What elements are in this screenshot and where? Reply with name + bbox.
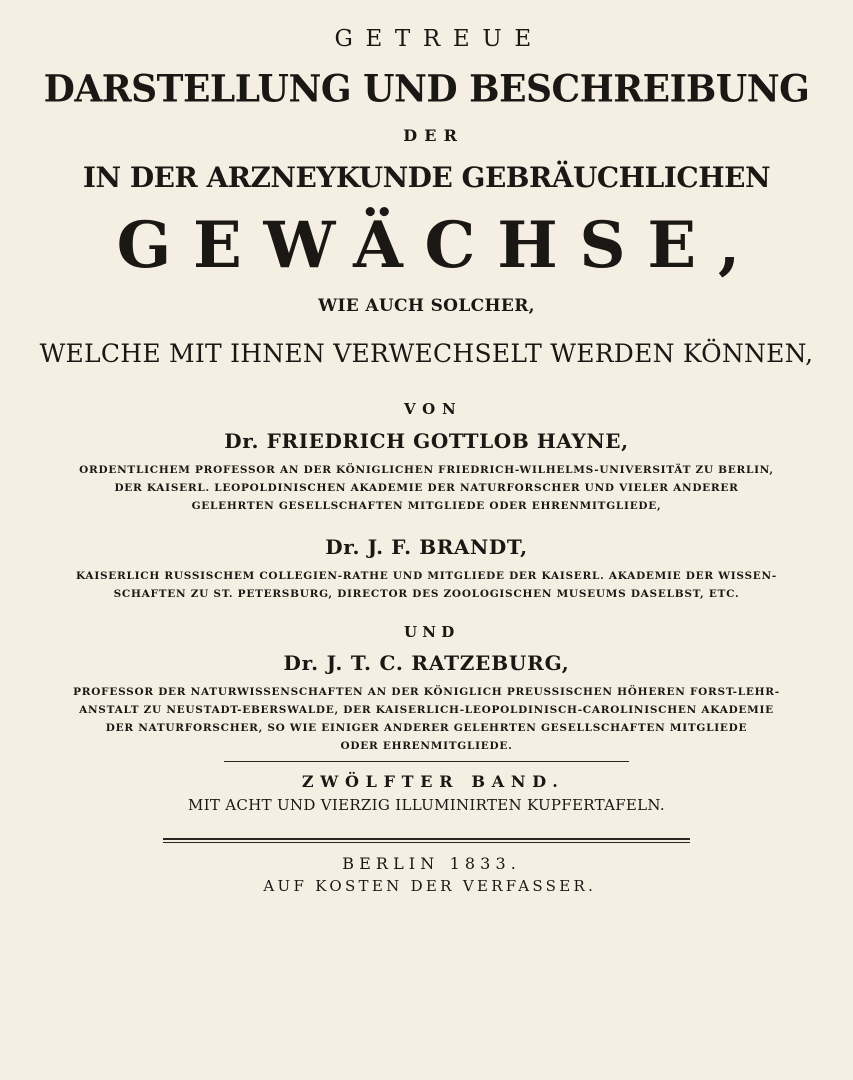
title-line-von: VON [404, 400, 463, 418]
title-line-wie-auch: WIE AUCH SOLCHER, [318, 296, 535, 316]
author-name-brandt: Dr. J. F. BRANDT, [325, 535, 528, 559]
author-title-line: PROFESSOR DER NATURWISSENSCHAFTEN AN DER KÖNIGLICH PREUSSISCHEN HÖHEREN FORST-LEHR- [73, 686, 780, 698]
imprint-place-year: BERLIN 1833. [342, 854, 521, 873]
author-name-ratzeburg: Dr. J. T. C. RATZEBURG, [283, 651, 570, 675]
title-line-der: DER [403, 126, 465, 145]
title-line-gewaechse: GEWÄCHSE, [116, 208, 762, 283]
author-name-hayne: Dr. FRIEDRICH GOTTLOB HAYNE, [224, 429, 629, 453]
author-title-line: KAISERLICH RUSSISCHEM COLLEGIEN-RATHE UND MITGLIEDE DER KAISERL. AKADEMIE DER WISSEN- [76, 570, 777, 582]
title-line-welche: WELCHE MIT IHNEN VERWECHSELT WERDEN KÖNNEN, [39, 339, 814, 368]
author-title-line: ANSTALT ZU NEUSTADT-EBERSWALDE, DER KAISERLICH-LEOPOLDINISCH-CAROLINISCHEN AKADEMIE [79, 704, 774, 716]
title-line-arzneykunde: IN DER ARZNEYKUNDE GEBRÄUCHLICHEN [82, 161, 771, 194]
author-title-line: DER NATURFORSCHER, SO WIE EINIGER ANDERER GELEHRTEN GESELLSCHAFTEN MITGLIEDE [105, 722, 748, 734]
divider-rule-thick [163, 838, 690, 840]
connector-und: UND [403, 623, 460, 641]
volume-plates: MIT ACHT UND VIERZIG ILLUMINIRTEN KUPFERTAFELN. [188, 796, 665, 814]
author-title-line: SCHAFTEN ZU ST. PETERSBURG, DIRECTOR DES ZOOLOGISCHEN MUSEUMS DASELBST, ETC. [113, 588, 740, 600]
author-title-line: DER KAISERL. LEOPOLDINISCHEN AKADEMIE DER NATURFORSCHER UND VIELER ANDERER [114, 482, 739, 494]
title-line-getreue: GETREUE [334, 26, 544, 52]
volume-number: ZWÖLFTER BAND. [301, 772, 565, 791]
divider-rule [224, 761, 629, 762]
imprint-publisher: AUF KOSTEN DER VERFASSER. [263, 877, 597, 895]
author-title-line: GELEHRTEN GESELLSCHAFTEN MITGLIEDE ODER EHRENMITGLIEDE, [191, 500, 662, 512]
author-title-line: ORDENTLICHEM PROFESSOR AN DER KÖNIGLICHEN FRIEDRICH-WILHELMS-UNIVERSITÄT ZU BERLIN, [79, 464, 774, 476]
title-line-darstellung: DARSTELLUNG UND BESCHREIBUNG [43, 66, 810, 112]
author-title-line: ODER EHRENMITGLIEDE. [340, 740, 513, 752]
divider-rule-thin [163, 842, 690, 843]
